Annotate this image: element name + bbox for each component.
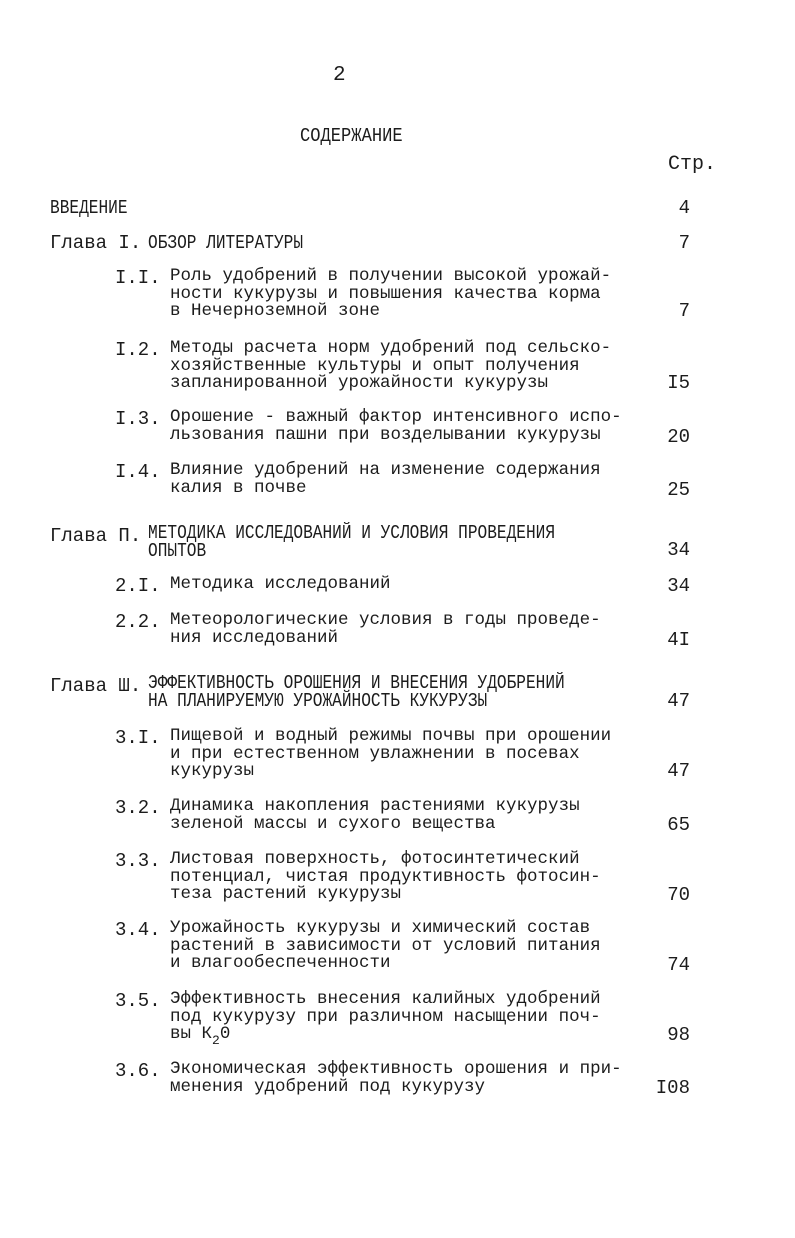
section-3-4-line: растений в зависимости от условий питания — [170, 935, 601, 956]
section-2-2-line: Метеорологические условия в годы проведе- — [170, 610, 601, 630]
section-1-2-number: I.2. — [115, 339, 161, 361]
chapter-2-line: ОПЫТОВ — [148, 540, 207, 562]
section-3-5-title — [170, 989, 601, 1048]
section-1-3-number: I.3. — [115, 408, 161, 430]
section-1-3-page: 20 — [667, 426, 690, 448]
section-3-6-number: 3.6. — [115, 1060, 161, 1082]
section-3-1-line: кукурузы — [170, 761, 255, 781]
section-3-4-line: Урожайность кукурузы и химический состав — [170, 918, 591, 938]
section-3-3-line: Листовая поверхность, фотосинтетический — [170, 849, 580, 869]
section-3-5-line: Эффективность внесения калийных удобрений — [170, 989, 601, 1009]
section-3-3-line: потенциал, чистая продуктивность фотосин- — [170, 866, 601, 887]
section-3-4-title — [170, 920, 601, 973]
chapter-1-page: 7 — [678, 232, 690, 254]
section-2-2-number: 2.2. — [115, 611, 161, 633]
section-2-1-title — [170, 576, 391, 594]
section-3-5-line — [170, 1024, 601, 1048]
section-1-1-title — [170, 268, 611, 321]
section-1-4-line: Влияние удобрений на изменение содержания — [170, 460, 601, 480]
section-1-4-page: 25 — [667, 479, 690, 501]
section-3-4-line: и влагообеспеченности — [170, 953, 391, 973]
section-3-1-title — [170, 728, 611, 781]
section-3-1-line: Пищевой и водный режимы почвы при орошении — [170, 726, 612, 746]
section-1-3-title — [170, 409, 622, 444]
section-3-3-number: 3.3. — [115, 850, 161, 872]
section-1-1-page: 7 — [678, 300, 690, 322]
section-3-2-line: зеленой массы и сухого вещества — [170, 813, 496, 834]
section-3-3-line: теза растений кукурузы — [170, 884, 402, 904]
section-3-5-number: 3.5. — [115, 990, 161, 1012]
section-3-4-page: 74 — [667, 954, 690, 976]
chapter-2-title — [148, 524, 555, 560]
chapter-3-line: ЭФФЕКТИВНОСТЬ ОРОШЕНИЯ И ВНЕСЕНИЯ УДОБРЕНИЙ — [148, 672, 565, 694]
chapter-3-title — [148, 674, 565, 710]
section-2-2-line: ния исследований — [170, 627, 339, 648]
section-1-2-page: I5 — [667, 372, 690, 394]
section-1-1-line: Роль удобрений в получении высокой урожай- — [170, 266, 612, 286]
section-3-6-page: I08 — [655, 1077, 690, 1099]
section-3-6-line: Экономическая эффективность орошения и при- — [170, 1059, 622, 1079]
section-3-3-title — [170, 851, 601, 904]
section-1-2-line: хозяйственные культуры и опыт получения — [170, 355, 580, 376]
section-2-2-page: 4I — [667, 629, 690, 651]
section-3-1-page: 47 — [667, 760, 690, 782]
chapter-3-line: НА ПЛАНИРУЕМУЮ УРОЖАЙНОСТЬ КУКУРУЗЫ — [148, 690, 488, 712]
section-3-3-page: 70 — [667, 884, 690, 906]
section-2-1-number: 2.I. — [115, 575, 161, 597]
chapter-3-page: 47 — [667, 690, 690, 712]
section-3-6-title — [170, 1061, 622, 1096]
section-1-3-line: льзования пашни при возделывании кукурузы — [170, 424, 601, 445]
chapter-2-prefix: Глава П. — [50, 525, 142, 547]
chapter-2-page: 34 — [667, 539, 690, 561]
section-1-3-line: Орошение - важный фактор интенсивного испо- — [170, 407, 622, 427]
section-1-2-line: Методы расчета норм удобрений под сельско- — [170, 338, 612, 358]
section-1-4-number: I.4. — [115, 461, 161, 483]
section-3-2-number: 3.2. — [115, 797, 161, 819]
section-3-2-page: 65 — [667, 814, 690, 836]
chapter-1-title: ОБЗОР ЛИТЕРАТУРЫ — [148, 232, 304, 254]
section-1-4-line: калия в почве — [170, 477, 307, 498]
section-3-2-line: Динамика накопления растениями кукурузы — [170, 796, 580, 816]
section-3-6-line: менения удобрений под кукурузу — [170, 1076, 486, 1097]
section-2-2-title — [170, 612, 601, 647]
section-1-2-title — [170, 340, 611, 393]
chapter-3-prefix: Глава Ш. — [50, 675, 142, 697]
toc-title: СОДЕРЖАНИЕ — [300, 125, 403, 147]
section-1-2-line: запланированной урожайности кукурузы — [170, 373, 549, 393]
chapter-2-line: МЕТОДИКА ИССЛЕДОВАНИЙ И УСЛОВИЯ ПРОВЕДЕНИЯ — [148, 522, 556, 544]
section-3-4-number: 3.4. — [115, 919, 161, 941]
section-3-1-line: и при естественном увлажнении в посевах — [170, 743, 580, 764]
section-3-2-title — [170, 798, 580, 833]
section-1-1-number: I.I. — [115, 267, 161, 289]
section-3-5-line: под кукурузу при различном насыщении поч- — [170, 1006, 601, 1027]
section-1-4-title — [170, 462, 601, 497]
section-3-1-number: 3.I. — [115, 727, 161, 749]
page-column-label: Стр. — [668, 153, 717, 176]
page-number: 2 — [333, 64, 346, 87]
toc-intro-page: 4 — [678, 197, 690, 219]
section-3-5-line3-prefix: вы К — [170, 1024, 213, 1044]
toc-intro-label: ВВЕДЕНИЕ — [50, 197, 128, 219]
section-3-5-subscript: 2 — [212, 1033, 220, 1048]
section-3-5-page: 98 — [667, 1024, 690, 1046]
section-3-5-line3-suffix: 0 — [219, 1024, 231, 1044]
section-1-1-line: в Нечерноземной зоне — [170, 301, 381, 321]
chapter-1-prefix: Глава I. — [50, 232, 142, 254]
section-2-1-line: Методика исследований — [170, 574, 391, 594]
section-1-1-line: ности кукурузы и повышения качества корма — [170, 283, 601, 304]
section-2-1-page: 34 — [667, 575, 690, 597]
